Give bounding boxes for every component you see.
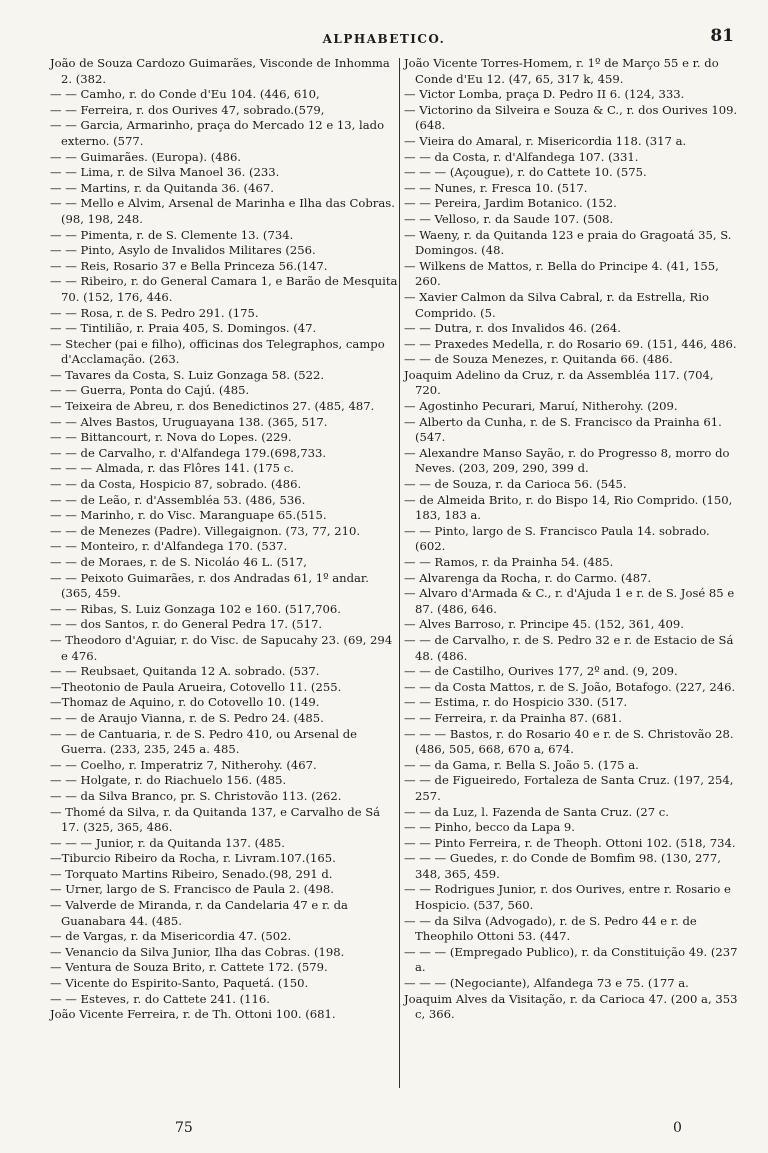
directory-entry: —Theotonio de Paula Arueira, Cotovello 11. (255. <box>50 679 342 694</box>
directory-entry: — Torquato Martins Ribeiro, Senado.(98, 291 d. <box>50 866 333 881</box>
directory-entry: — — Pinto, largo de S. Francisco Paula 14. sobrado. (602. <box>404 523 710 554</box>
directory-entry: — Wilkens de Mattos, r. Bella do Principe 4. (41, 155, 260. <box>404 258 719 289</box>
directory-entry: — — Guimarães. (Europa). (486. <box>50 149 242 164</box>
directory-entry: — — Camho, r. do Conde d'Eu 104. (446, 610, <box>50 87 320 102</box>
directory-entry: — Alvarenga da Rocha, r. do Carmo. (487. <box>404 570 652 585</box>
directory-entry: — — Monteiro, r. d'Alfandega 170. (537. <box>50 539 288 554</box>
directory-entry: — — Rodrigues Junior, r. dos Ourives, entre r. Rosario e Hospicio. (537, 560. <box>404 882 731 913</box>
page-title: ALPHABETICO. <box>322 32 446 46</box>
directory-entry: — Valverde de Miranda, r. da Candelaria 47 e r. da Guanabara 44. (485. <box>50 898 348 928</box>
directory-entry: — Agostinho Pecurari, Maruí, Nitherohy. (209. <box>404 399 678 414</box>
directory-entry: — Venancio da Silva Junior, Ilha das Cobras. (198. <box>50 944 345 959</box>
footer-signature-mark: 75 <box>175 1120 193 1136</box>
directory-entry: — — Praxedes Medella, r. do Rosario 69. (151, 446, 486. <box>404 336 737 351</box>
directory-entry: — — Pinho, becco da Lapa 9. <box>404 820 575 835</box>
directory-entry: — — Bittancourt, r. Nova do Lopes. (229. <box>50 430 292 445</box>
directory-entry: — — da Silva (Advogado), r. de S. Pedro 44 e r. de Theophilo Ottoni 53. (447. <box>404 913 697 944</box>
directory-entry: — — de Moraes, r. de S. Nicoláo 46 L. (517, <box>50 555 307 569</box>
directory-entry: — Vieira do Amaral, r. Misericordia 118. (317 a. <box>404 133 687 148</box>
directory-entry: — — — (Empregado Publico), r. da Constituição 49. (237 a. <box>404 944 738 975</box>
directory-entry: — — Tintilião, r. Praia 405, S. Domingos. (47. <box>50 321 317 336</box>
directory-entry: — — Mello e Alvim, Arsenal de Marinha e Ilha das Cobras. (98, 198, 248. <box>50 196 395 226</box>
directory-entry: — — Lima, r. de Silva Manoel 36. (233. <box>50 165 280 180</box>
directory-entry: — — da Costa, Hospicio 87, sobrado. (486. <box>50 477 302 492</box>
directory-entry: — — Velloso, r. da Saude 107. (508. <box>404 211 614 226</box>
directory-entry: João de Souza Cardozo Guimarães, Visconde de Inhomma 2. (382. <box>50 56 390 86</box>
directory-entry: — — Marinho, r. do Visc. Maranguape 65.(515. <box>50 508 327 523</box>
directory-entry: — — de Carvalho, r. d'Alfandega 179.(698,733. <box>50 445 327 460</box>
directory-entry: — — da Silva Branco, pr. S. Christovão 113. (262. <box>50 788 342 803</box>
directory-entry: — — de Souza Menezes, r. Quitanda 66. (486. <box>404 352 673 367</box>
directory-entry: — — dos Santos, r. do General Pedra 17. (517. <box>50 617 323 632</box>
column-divider <box>399 58 400 1088</box>
directory-entry: — — Pimenta, r. de S. Clemente 13. (734. <box>50 227 294 242</box>
directory-entry: — Urner, largo de S. Francisco de Paula 2. (498. <box>50 882 334 897</box>
directory-entry: — — Alves Bastos, Uruguayana 138. (365, 517. <box>50 414 328 429</box>
directory-entry: João Vicente Torres-Homem, r. 1º de Março 55 e r. do Conde d'Eu 12. (47, 65, 317 k, 459. <box>404 56 719 86</box>
directory-entry: Joaquim Adelino da Cruz, r. da Assembléa 117. (704, 720. <box>404 367 714 398</box>
directory-entry: — — Nunes, r. Fresca 10. (517. <box>404 180 588 195</box>
directory-entry: — — Rosa, r. de S. Pedro 291. (175. <box>50 305 259 320</box>
directory-entry: — — Estima, r. do Hospicio 330. (517. <box>404 695 628 710</box>
directory-entry: — — Ferreira, r. dos Ourives 47, sobrado.(579, <box>50 102 325 117</box>
directory-entry: — — de Araujo Vianna, r. de S. Pedro 24. (485. <box>50 710 324 725</box>
right-column <box>404 56 742 1023</box>
directory-entry: — — Dutra, r. dos Invalidos 46. (264. <box>404 321 621 336</box>
directory-entry: — — Pereira, Jardim Botanico. (152. <box>404 196 617 211</box>
directory-entry: — — de Cantuaria, r. de S. Pedro 410, ou Arsenal de Guerra. (233, 235, 245 a. 485. <box>50 726 358 757</box>
directory-entry: — — Peixoto Guimarães, r. dos Andradas 61, 1º andar. (365, 459. <box>50 570 369 601</box>
directory-entry: — — Reis, Rosario 37 e Bella Princeza 56.(147. <box>50 258 328 273</box>
directory-entry: — — — (Açougue), r. do Cattete 10. (575. <box>404 165 647 180</box>
directory-entry: — — Pinto, Asylo de Invalidos Militares (256. <box>50 243 316 258</box>
directory-entry: — — Garcia, Armarinho, praça do Mercado 12 e 13, lado externo. (577. <box>50 118 385 148</box>
directory-entry: — — da Costa Mattos, r. de S. João, Botafogo. (227, 246. <box>404 679 736 694</box>
directory-entry: — — Ribas, S. Luiz Gonzaga 102 e 160. (517,706. <box>50 601 341 616</box>
directory-entry: — — Coelho, r. Imperatriz 7, Nitherohy. (467. <box>50 757 317 772</box>
page-number: 81 <box>710 26 734 46</box>
directory-entry: — — da Costa, r. d'Alfandega 107. (331. <box>404 149 639 164</box>
directory-entry: — — de Menezes (Padre). Villegaignon. (73, 77, 210. <box>50 523 361 538</box>
directory-entry: — — de Carvalho, r. de S. Pedro 32 e r. de Estacio de Sá 48. (486. <box>404 632 734 663</box>
directory-entry: —Tiburcio Ribeiro da Rocha, r. Livram.107.(165. <box>50 851 336 866</box>
directory-entry: — — Holgate, r. do Riachuelo 156. (485. <box>50 773 287 788</box>
directory-entry: — Alvaro d'Armada & C., r. d'Ajuda 1 e r. de S. José 85 e 87. (486, 646. <box>404 586 735 616</box>
directory-entry: — Thomé da Silva, r. da Quitanda 137, e Carvalho de Sá 17. (325, 365, 486. <box>50 804 381 835</box>
directory-entry: — — de Figueiredo, Fortaleza de Santa Cruz. (197, 254, 257. <box>404 773 734 803</box>
directory-entry: — — de Leão, r. d'Assembléa 53. (486, 536. <box>50 492 306 507</box>
directory-entry: — — — Almada, r. das Flôres 141. (175 c. <box>50 461 294 476</box>
directory-entry: — — — Junior, r. da Quitanda 137. (485. <box>50 835 285 850</box>
directory-entry: — Victor Lomba, praça D. Pedro II 6. (124, 333. <box>404 87 685 102</box>
directory-entry: — — — (Negociante), Alfandega 73 e 75. (177 a. <box>404 976 689 991</box>
left-column <box>50 56 402 1023</box>
directory-entry: — Tavares da Costa, S. Luiz Gonzaga 58. (522. <box>50 367 325 382</box>
directory-entry: — — da Luz, l. Fazenda de Santa Cruz. (27 c. <box>404 804 669 819</box>
directory-entry: — Alves Barroso, r. Principe 45. (152, 361, 409. <box>404 617 684 632</box>
directory-entry: — Victorino da Silveira e Souza & C., r. dos Ourives 109. (648. <box>404 102 738 133</box>
directory-entry: — Alexandre Manso Sayão, r. do Progresso 8, morro do Neves. (203, 209, 290, 399 d. <box>404 445 730 476</box>
directory-entry: — — Esteves, r. do Cattete 241. (116. <box>50 991 270 1006</box>
footer-signature-mark-right: 0 <box>673 1120 682 1136</box>
directory-entry: — Theodoro d'Aguiar, r. do Visc. de Sapucahy 23. (69, 294 e 476. <box>50 632 393 663</box>
directory-entry: — Ventura de Souza Brito, r. Cattete 172. (579. <box>50 960 328 975</box>
directory-entry: — de Vargas, r. da Misericordia 47. (502. <box>50 929 292 944</box>
directory-entry: — — Ferreira, r. da Prainha 87. (681. <box>404 710 622 725</box>
directory-entry: — — de Castilho, Ourives 177, 2º and. (9, 209. <box>404 664 678 679</box>
directory-entry: Joaquim Alves da Visitação, r. da Carioca 47. (200 a, 353 c, 366. <box>404 991 738 1022</box>
directory-entry: — — — Guedes, r. do Conde de Bomfim 98. (130, 277, 348, 365, 459. <box>404 851 721 881</box>
directory-entry: — — Ramos, r. da Prainha 54. (485. <box>404 555 614 569</box>
directory-entry: — — da Gama, r. Bella S. João 5. (175 a. <box>404 757 639 772</box>
directory-entry: João Vicente Ferreira, r. de Th. Ottoni 100. (681. <box>50 1007 336 1022</box>
directory-entry: — Vicente do Espirito-Santo, Paquetá. (150. <box>50 976 309 991</box>
directory-entry: — Alberto da Cunha, r. de S. Francisco da Prainha 61. (547. <box>404 414 722 445</box>
directory-entry: — Xavier Calmon da Silva Cabral, r. da Estrella, Rio Comprido. (5. <box>404 289 709 320</box>
directory-entry: — Teixeira de Abreu, r. dos Benedictinos 27. (485, 487. <box>50 399 375 414</box>
directory-entry: — — Martins, r. da Quitanda 36. (467. <box>50 180 274 195</box>
directory-entry: — — Ribeiro, r. do General Camara 1, e Barão de Mesquita 70. (152, 176, 446. <box>50 274 398 304</box>
directory-entry: — Waeny, r. da Quitanda 123 e praia do Gragoatá 35, S. Domingos. (48. <box>404 227 732 258</box>
directory-entry: — — de Souza, r. da Carioca 56. (545. <box>404 477 627 492</box>
directory-entry: — — Guerra, Ponta do Cajú. (485. <box>50 383 250 398</box>
directory-entry: — — Reubsaet, Quitanda 12 A. sobrado. (537. <box>50 664 320 679</box>
directory-entry: — de Almeida Brito, r. do Bispo 14, Rio Comprido. (150, 183, 183 a. <box>404 492 733 523</box>
directory-entry: — — Pinto Ferreira, r. de Theoph. Ottoni 102. (518, 734. <box>404 835 736 850</box>
directory-entry: — Stecher (pai e filho), officinas dos Telegraphos, campo d'Acclamação. (263. <box>50 336 385 367</box>
directory-entry: — — — Bastos, r. do Rosario 40 e r. de S. Christovão 28. (486, 505, 668, 670 a, 674. <box>404 726 734 757</box>
directory-entry: —Thomaz de Aquino, r. do Cotovello 10. (149. <box>50 695 320 710</box>
